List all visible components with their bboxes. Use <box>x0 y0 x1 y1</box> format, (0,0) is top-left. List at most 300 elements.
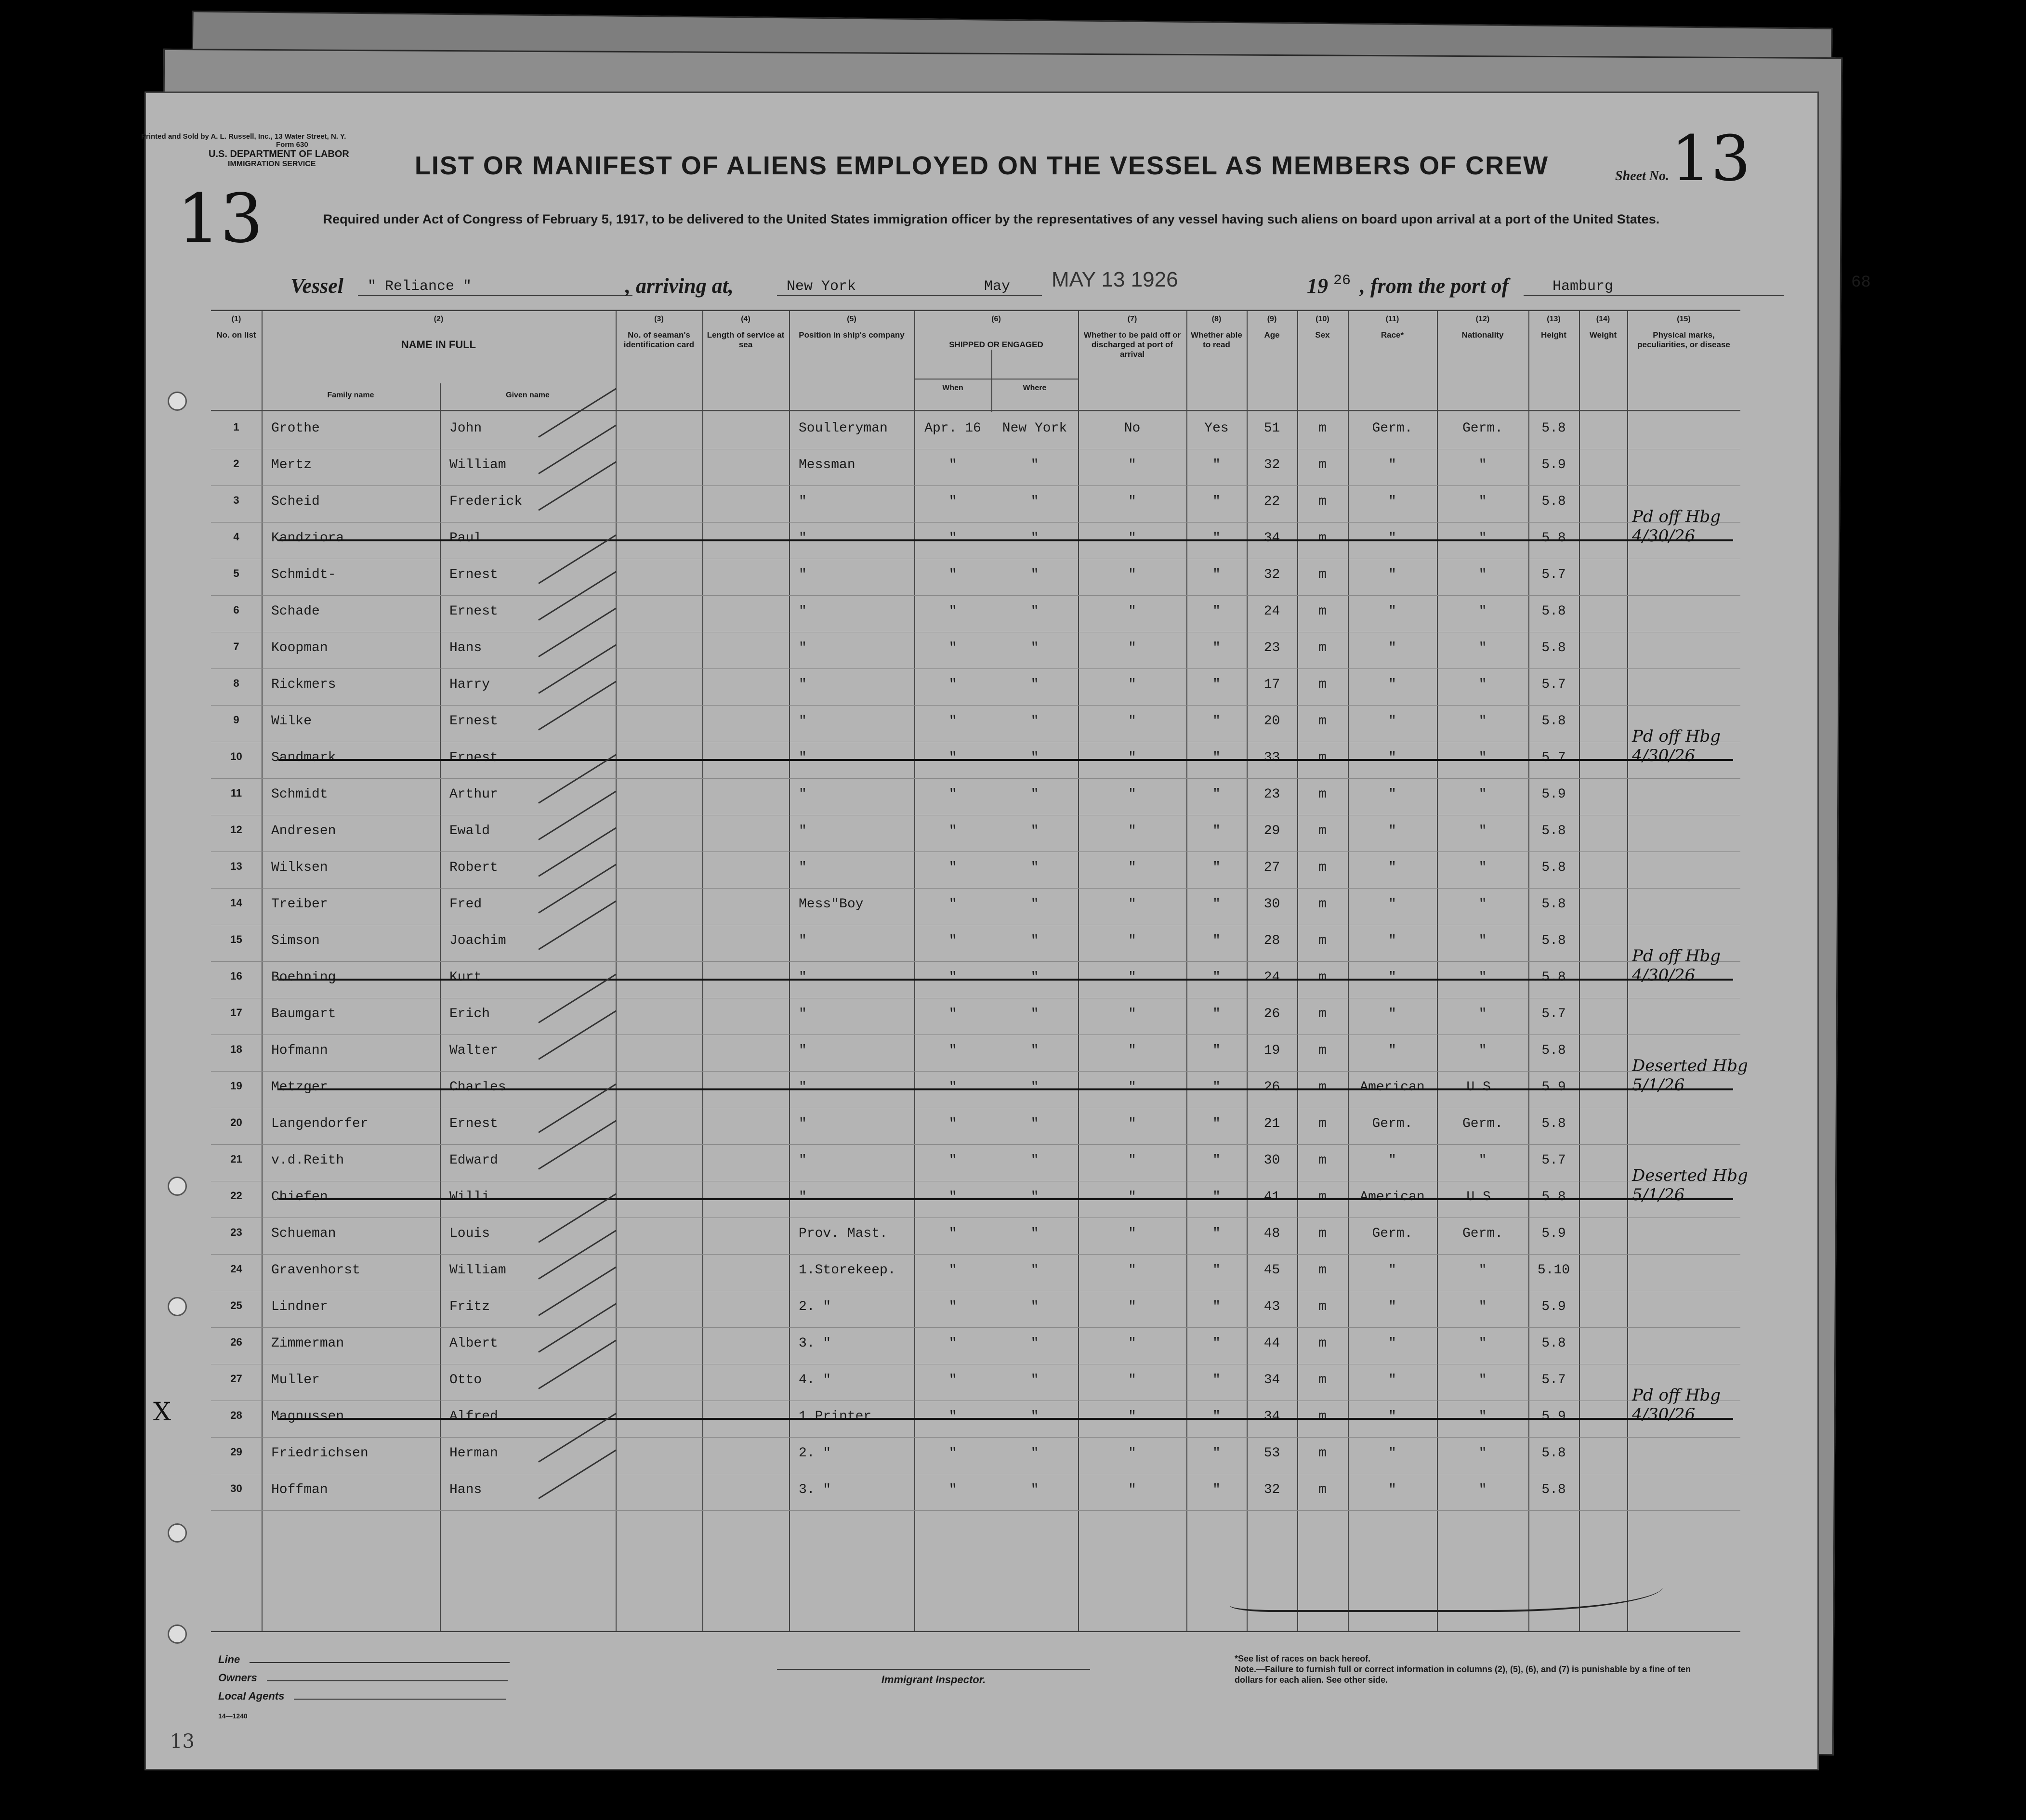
cell-family: Schade <box>271 604 320 619</box>
cell-where: " <box>1030 787 1039 802</box>
cell-age: 41 <box>1263 1190 1280 1205</box>
cell-read: " <box>1212 897 1221 912</box>
cell-race: Germ. <box>1372 1226 1413 1241</box>
header-rule <box>211 410 1740 411</box>
cell-paid: " <box>1128 1043 1136 1058</box>
cell-sex: m <box>1318 1153 1327 1168</box>
column-number: (11) <box>1385 315 1399 323</box>
cell-position: 1.Printer <box>799 1409 872 1424</box>
table-row <box>211 1364 1740 1401</box>
cell-no: 29 <box>230 1446 242 1458</box>
cell-position: 3. " <box>799 1336 831 1351</box>
year-prefix: 19 <box>1307 274 1328 298</box>
table-row <box>211 1291 1740 1328</box>
cell-nat: " <box>1478 897 1487 912</box>
cell-where: " <box>1030 1153 1039 1168</box>
cell-sex: m <box>1318 641 1327 655</box>
cell-when: " <box>948 567 957 582</box>
cell-read: " <box>1212 933 1221 948</box>
cell-sex: m <box>1318 824 1327 838</box>
cell-nat: " <box>1478 933 1487 948</box>
cell-position: " <box>799 933 807 948</box>
cell-paid: " <box>1128 677 1136 692</box>
cell-race: " <box>1388 970 1396 985</box>
cell-no: 28 <box>230 1409 242 1421</box>
cell-where: " <box>1030 1007 1039 1021</box>
cell-nat: Germ. <box>1462 421 1503 436</box>
cell-given: Ernest <box>449 714 498 729</box>
cell-paid: " <box>1128 1080 1136 1095</box>
column-number: (9) <box>1267 315 1277 323</box>
cell-family: Schmidt- <box>271 567 336 582</box>
cell-read: " <box>1212 787 1221 802</box>
table-row <box>211 742 1740 779</box>
cell-given: Erich <box>449 1007 490 1021</box>
table-row <box>211 449 1740 486</box>
cell-height: 5.8 <box>1541 714 1566 729</box>
cell-when: " <box>948 1409 957 1424</box>
column-header: Race* <box>1381 330 1404 340</box>
table-row <box>211 1034 1740 1072</box>
cell-nat: " <box>1478 567 1487 582</box>
cell-paid: " <box>1128 933 1136 948</box>
inspector-label: Immigrant Inspector. <box>881 1674 986 1686</box>
cell-paid: No <box>1124 421 1141 436</box>
column-subheader: Where <box>1023 384 1047 392</box>
cell-where: " <box>1030 531 1039 546</box>
cell-where: " <box>1030 1299 1039 1314</box>
cell-when: " <box>948 531 957 546</box>
cell-height: 5.8 <box>1541 1190 1566 1205</box>
cell-when: " <box>948 824 957 838</box>
cell-race: " <box>1388 1336 1396 1351</box>
cell-no: 24 <box>230 1263 242 1275</box>
cell-race: " <box>1388 1007 1396 1021</box>
cell-race: " <box>1388 531 1396 546</box>
cell-family: Schueman <box>271 1226 336 1241</box>
cell-nat: " <box>1478 494 1487 509</box>
cell-given: Albert <box>449 1336 498 1351</box>
cell-age: 17 <box>1263 677 1280 692</box>
cell-position: " <box>799 1007 807 1021</box>
cell-height: 5.10 <box>1537 1263 1570 1278</box>
cell-read: " <box>1212 677 1221 692</box>
cell-given: Willi <box>449 1190 490 1205</box>
cell-height: 5.7 <box>1541 1007 1566 1021</box>
cell-family: Hofmann <box>271 1043 328 1058</box>
cell-paid: " <box>1128 1409 1136 1424</box>
cell-paid: " <box>1128 641 1136 655</box>
cell-sex: m <box>1318 787 1327 802</box>
cell-sex: m <box>1318 421 1327 436</box>
cell-sex: m <box>1318 1226 1327 1241</box>
cell-sex: m <box>1318 714 1327 729</box>
cell-given: William <box>449 1263 506 1278</box>
column-header: Age <box>1264 330 1280 340</box>
departure-port: Hamburg <box>1524 278 1784 296</box>
cell-nat: " <box>1478 1482 1487 1497</box>
cell-paid: " <box>1128 1190 1136 1205</box>
cell-given: Walter <box>449 1043 498 1058</box>
cell-paid: " <box>1128 1482 1136 1497</box>
cell-no: 22 <box>230 1190 242 1202</box>
cell-no: 15 <box>230 933 242 945</box>
cell-given: Fred <box>449 897 482 912</box>
cell-sex: m <box>1318 1446 1327 1461</box>
cell-read: Yes <box>1204 421 1229 436</box>
from-port-label: , from the port of <box>1360 274 1509 298</box>
cell-race: " <box>1388 1446 1396 1461</box>
year-suffix: 26 <box>1333 273 1351 289</box>
cell-position: " <box>799 641 807 655</box>
cell-given: William <box>449 458 506 472</box>
cell-sex: m <box>1318 860 1327 875</box>
table-row <box>211 522 1740 559</box>
cell-where: " <box>1030 897 1039 912</box>
cell-position: " <box>799 824 807 838</box>
cell-paid: " <box>1128 714 1136 729</box>
table-row <box>211 1181 1740 1218</box>
table-row <box>211 851 1740 889</box>
cell-position: " <box>799 750 807 765</box>
cell-family: Kandziora <box>271 531 344 546</box>
cell-sex: m <box>1318 494 1327 509</box>
cell-height: 5.8 <box>1541 933 1566 948</box>
page-number: 68 <box>1851 274 1871 292</box>
cell-no: 2 <box>233 458 239 470</box>
cell-position: " <box>799 860 807 875</box>
arrival-month: May <box>974 278 1042 296</box>
cell-position: " <box>799 677 807 692</box>
cell-race: American <box>1360 1190 1425 1205</box>
cell-no: 27 <box>230 1373 242 1385</box>
table-row <box>211 998 1740 1035</box>
cell-when: " <box>948 1116 957 1131</box>
table-row <box>211 778 1740 815</box>
cell-where: " <box>1030 1446 1039 1461</box>
header-rule <box>914 379 1078 380</box>
cell-family: Mertz <box>271 458 312 472</box>
cell-age: 34 <box>1263 1373 1280 1388</box>
cell-when: " <box>948 1482 957 1497</box>
cell-no: 21 <box>230 1153 242 1165</box>
cell-read: " <box>1212 1043 1221 1058</box>
cell-paid: " <box>1128 970 1136 985</box>
cell-family: Wilksen <box>271 860 328 875</box>
cell-paid: " <box>1128 787 1136 802</box>
handwritten-note: Pd off Hbg 4/30/26 <box>1632 946 1721 985</box>
cell-sex: m <box>1318 897 1327 912</box>
table-row <box>211 485 1740 523</box>
cell-sex: m <box>1318 1263 1327 1278</box>
cell-where: " <box>1030 750 1039 765</box>
cell-family: Zimmerman <box>271 1336 344 1351</box>
cell-age: 43 <box>1263 1299 1280 1314</box>
cell-when: " <box>948 1043 957 1058</box>
cell-nat: " <box>1478 1373 1487 1388</box>
cell-age: 27 <box>1263 860 1280 875</box>
cell-position: Messman <box>799 458 855 472</box>
table-row <box>211 559 1740 596</box>
cell-race: " <box>1388 750 1396 765</box>
cell-paid: " <box>1128 531 1136 546</box>
cell-age: 33 <box>1263 750 1280 765</box>
arriving-label: , arriving at, <box>625 274 734 298</box>
cell-when: " <box>948 1263 957 1278</box>
cell-position: 3. " <box>799 1482 831 1497</box>
cell-read: " <box>1212 1190 1221 1205</box>
cell-read: " <box>1212 1007 1221 1021</box>
punch-hole <box>168 1523 187 1543</box>
cell-read: " <box>1212 494 1221 509</box>
cell-read: " <box>1212 1299 1221 1314</box>
crew-table <box>153 310 1740 1632</box>
cell-given: Harry <box>449 677 490 692</box>
sheet-number-label: Sheet No. <box>1615 169 1669 183</box>
punch-hole <box>168 1624 187 1644</box>
strike-through-line <box>278 759 1733 761</box>
cell-when: " <box>948 897 957 912</box>
cell-race: " <box>1388 860 1396 875</box>
cell-when: " <box>948 604 957 619</box>
cell-age: 24 <box>1263 604 1280 619</box>
cell-paid: " <box>1128 494 1136 509</box>
strike-through-line <box>278 1198 1733 1200</box>
cell-when: " <box>948 970 957 985</box>
handwritten-note: Pd off Hbg 4/30/26 <box>1632 727 1721 765</box>
cell-where: " <box>1030 1226 1039 1241</box>
cell-height: 5.8 <box>1541 604 1566 619</box>
cell-age: 32 <box>1263 1482 1280 1497</box>
column-header: No. of seaman's identification card <box>623 330 695 349</box>
cell-sex: m <box>1318 1299 1327 1314</box>
cell-given: Kurt <box>449 970 482 985</box>
cell-no: 4 <box>233 531 239 543</box>
cell-age: 19 <box>1263 1043 1280 1058</box>
cell-read: " <box>1212 750 1221 765</box>
cell-race: " <box>1388 897 1396 912</box>
cell-read: " <box>1212 531 1221 546</box>
cell-family: Andresen <box>271 824 336 838</box>
cell-family: Hoffman <box>271 1482 328 1497</box>
cell-given: Fritz <box>449 1299 490 1314</box>
cell-position: " <box>799 1080 807 1095</box>
cell-sex: m <box>1318 1080 1327 1095</box>
cell-when: Apr. 16 <box>924 421 981 436</box>
cell-age: 23 <box>1263 787 1280 802</box>
cell-height: 5.8 <box>1541 1336 1566 1351</box>
cell-age: 26 <box>1263 1080 1280 1095</box>
cell-height: 5.9 <box>1541 1409 1566 1424</box>
cell-when: " <box>948 750 957 765</box>
cell-nat: Germ. <box>1462 1226 1503 1241</box>
vessel-name: " Reliance " <box>358 278 632 296</box>
cell-no: 17 <box>230 1007 242 1019</box>
cell-no: 26 <box>230 1336 242 1348</box>
cell-where: " <box>1030 1482 1039 1497</box>
column-subheader: When <box>942 384 963 392</box>
cell-height: 5.8 <box>1541 860 1566 875</box>
cell-sex: m <box>1318 933 1327 948</box>
cell-no: 1 <box>233 421 239 433</box>
table-row <box>211 632 1740 669</box>
cell-sex: m <box>1318 604 1327 619</box>
cell-no: 20 <box>230 1116 242 1128</box>
cell-position: " <box>799 1116 807 1131</box>
cell-when: " <box>948 677 957 692</box>
cell-when: " <box>948 458 957 472</box>
cell-position: 2. " <box>799 1299 831 1314</box>
cell-age: 28 <box>1263 933 1280 948</box>
cell-age: 32 <box>1263 458 1280 472</box>
cell-where: " <box>1030 641 1039 655</box>
cell-race: Germ. <box>1372 421 1413 436</box>
cell-given: Alfred <box>449 1409 498 1424</box>
cell-height: 5.8 <box>1541 531 1566 546</box>
cell-family: Baumgart <box>271 1007 336 1021</box>
cell-nat: " <box>1478 1153 1487 1168</box>
corner-mark: 13 <box>177 180 263 258</box>
cell-read: " <box>1212 458 1221 472</box>
cell-where: " <box>1030 860 1039 875</box>
cell-paid: " <box>1128 1299 1136 1314</box>
column-number: (5) <box>847 315 856 323</box>
cell-where: " <box>1030 933 1039 948</box>
manifest-sheet <box>141 92 1871 1770</box>
cell-position: " <box>799 1153 807 1168</box>
cell-paid: " <box>1128 750 1136 765</box>
cell-sex: m <box>1318 970 1327 985</box>
cell-age: 24 <box>1263 970 1280 985</box>
strike-through-line <box>278 1088 1733 1090</box>
cell-paid: " <box>1128 1153 1136 1168</box>
column-subheader: Given name <box>506 391 550 399</box>
cell-family: Langendorfer <box>271 1116 368 1131</box>
cell-race: " <box>1388 1153 1396 1168</box>
cell-given: Paul <box>449 531 482 546</box>
column-subheader: Family name <box>327 391 374 399</box>
table-row <box>211 815 1740 852</box>
sheet-number-value: 13 <box>1671 122 1751 195</box>
cell-paid: " <box>1128 1373 1136 1388</box>
cell-read: " <box>1212 1409 1221 1424</box>
date-stamp: MAY 13 1926 <box>1052 268 1178 291</box>
cell-read: " <box>1212 567 1221 582</box>
form-number: Form 630 <box>276 141 308 149</box>
cell-position: " <box>799 970 807 985</box>
cell-race: " <box>1388 1263 1396 1278</box>
cell-read: " <box>1212 1116 1221 1131</box>
cell-age: 32 <box>1263 567 1280 582</box>
cell-no: 18 <box>230 1043 242 1055</box>
cell-when: " <box>948 1153 957 1168</box>
cell-height: 5.8 <box>1541 897 1566 912</box>
cell-no: 10 <box>230 750 242 762</box>
column-number: (12) <box>1475 315 1490 323</box>
cell-race: " <box>1388 824 1396 838</box>
cell-read: " <box>1212 970 1221 985</box>
cell-sex: m <box>1318 531 1327 546</box>
cell-family: Chiefen <box>271 1190 328 1205</box>
cell-height: 5.8 <box>1541 1116 1566 1131</box>
cell-nat: U.S. <box>1466 1080 1499 1095</box>
cell-family: Gravenhorst <box>271 1263 360 1278</box>
cell-where: " <box>1030 824 1039 838</box>
cell-family: Koopman <box>271 641 328 655</box>
cell-age: 44 <box>1263 1336 1280 1351</box>
column-number: (6) <box>991 315 1001 323</box>
table-row <box>153 1398 1740 1438</box>
cell-paid: " <box>1128 1336 1136 1351</box>
cell-given: Otto <box>449 1373 482 1388</box>
cell-given: Louis <box>449 1226 490 1241</box>
table-row <box>211 1218 1740 1255</box>
cell-paid: " <box>1128 458 1136 472</box>
cell-read: " <box>1212 1373 1221 1388</box>
cell-height: 5.8 <box>1541 1446 1566 1461</box>
column-number: (10) <box>1316 315 1329 323</box>
cell-family: Schmidt <box>271 787 328 802</box>
form-code: 14—1240 <box>218 1712 248 1720</box>
cell-position: " <box>799 531 807 546</box>
cell-when: " <box>948 1446 957 1461</box>
cell-family: Sandmark <box>271 750 336 765</box>
cell-age: 26 <box>1263 1007 1280 1021</box>
agents-label: Local Agents <box>218 1690 285 1702</box>
cell-race: " <box>1388 714 1396 729</box>
cell-given: Edward <box>449 1153 498 1168</box>
cell-given: Joachim <box>449 933 506 948</box>
cell-height: 5.7 <box>1541 567 1566 582</box>
cell-age: 20 <box>1263 714 1280 729</box>
cell-given: Ewald <box>449 824 490 838</box>
cell-where: " <box>1030 1116 1039 1131</box>
cell-age: 34 <box>1263 1409 1280 1424</box>
cell-height: 5.9 <box>1541 1299 1566 1314</box>
cell-family: Scheid <box>271 494 320 509</box>
column-number: (14) <box>1596 315 1610 323</box>
cell-when: " <box>948 1373 957 1388</box>
page-subtitle: Required under Act of Congress of February 5, 1917, to be delivered to the United States immigration officer by the representatives of any vessel having such aliens on board upon arrival at a port of the United States. <box>323 212 1660 226</box>
cell-read: " <box>1212 604 1221 619</box>
cell-nat: " <box>1478 641 1487 655</box>
cell-position: 4. " <box>799 1373 831 1388</box>
cell-height: 5.8 <box>1541 824 1566 838</box>
cell-sex: m <box>1318 458 1327 472</box>
cell-height: 5.8 <box>1541 421 1566 436</box>
cell-when: " <box>948 1299 957 1314</box>
cell-position: 1.Storekeep. <box>799 1263 896 1278</box>
handwritten-note: Pd off Hbg 4/30/26 <box>1632 507 1721 546</box>
cell-given: Frederick <box>449 494 523 509</box>
cell-nat: U.S. <box>1466 1190 1499 1205</box>
cell-where: " <box>1030 970 1039 985</box>
cell-age: 30 <box>1263 897 1280 912</box>
column-header: Whether to be paid off or discharged at port of arrival <box>1083 330 1181 359</box>
strike-through-line <box>278 979 1733 981</box>
cell-paid: " <box>1128 824 1136 838</box>
cell-when: " <box>948 1080 957 1095</box>
inspector-signature <box>1230 1547 1663 1612</box>
cell-no: 12 <box>230 824 242 836</box>
cell-race: Germ. <box>1372 1116 1413 1131</box>
cell-read: " <box>1212 714 1221 729</box>
cell-sex: m <box>1318 750 1327 765</box>
cell-nat: " <box>1478 750 1487 765</box>
table-row <box>211 1474 1740 1511</box>
cell-where: " <box>1030 458 1039 472</box>
cell-race: " <box>1388 494 1396 509</box>
